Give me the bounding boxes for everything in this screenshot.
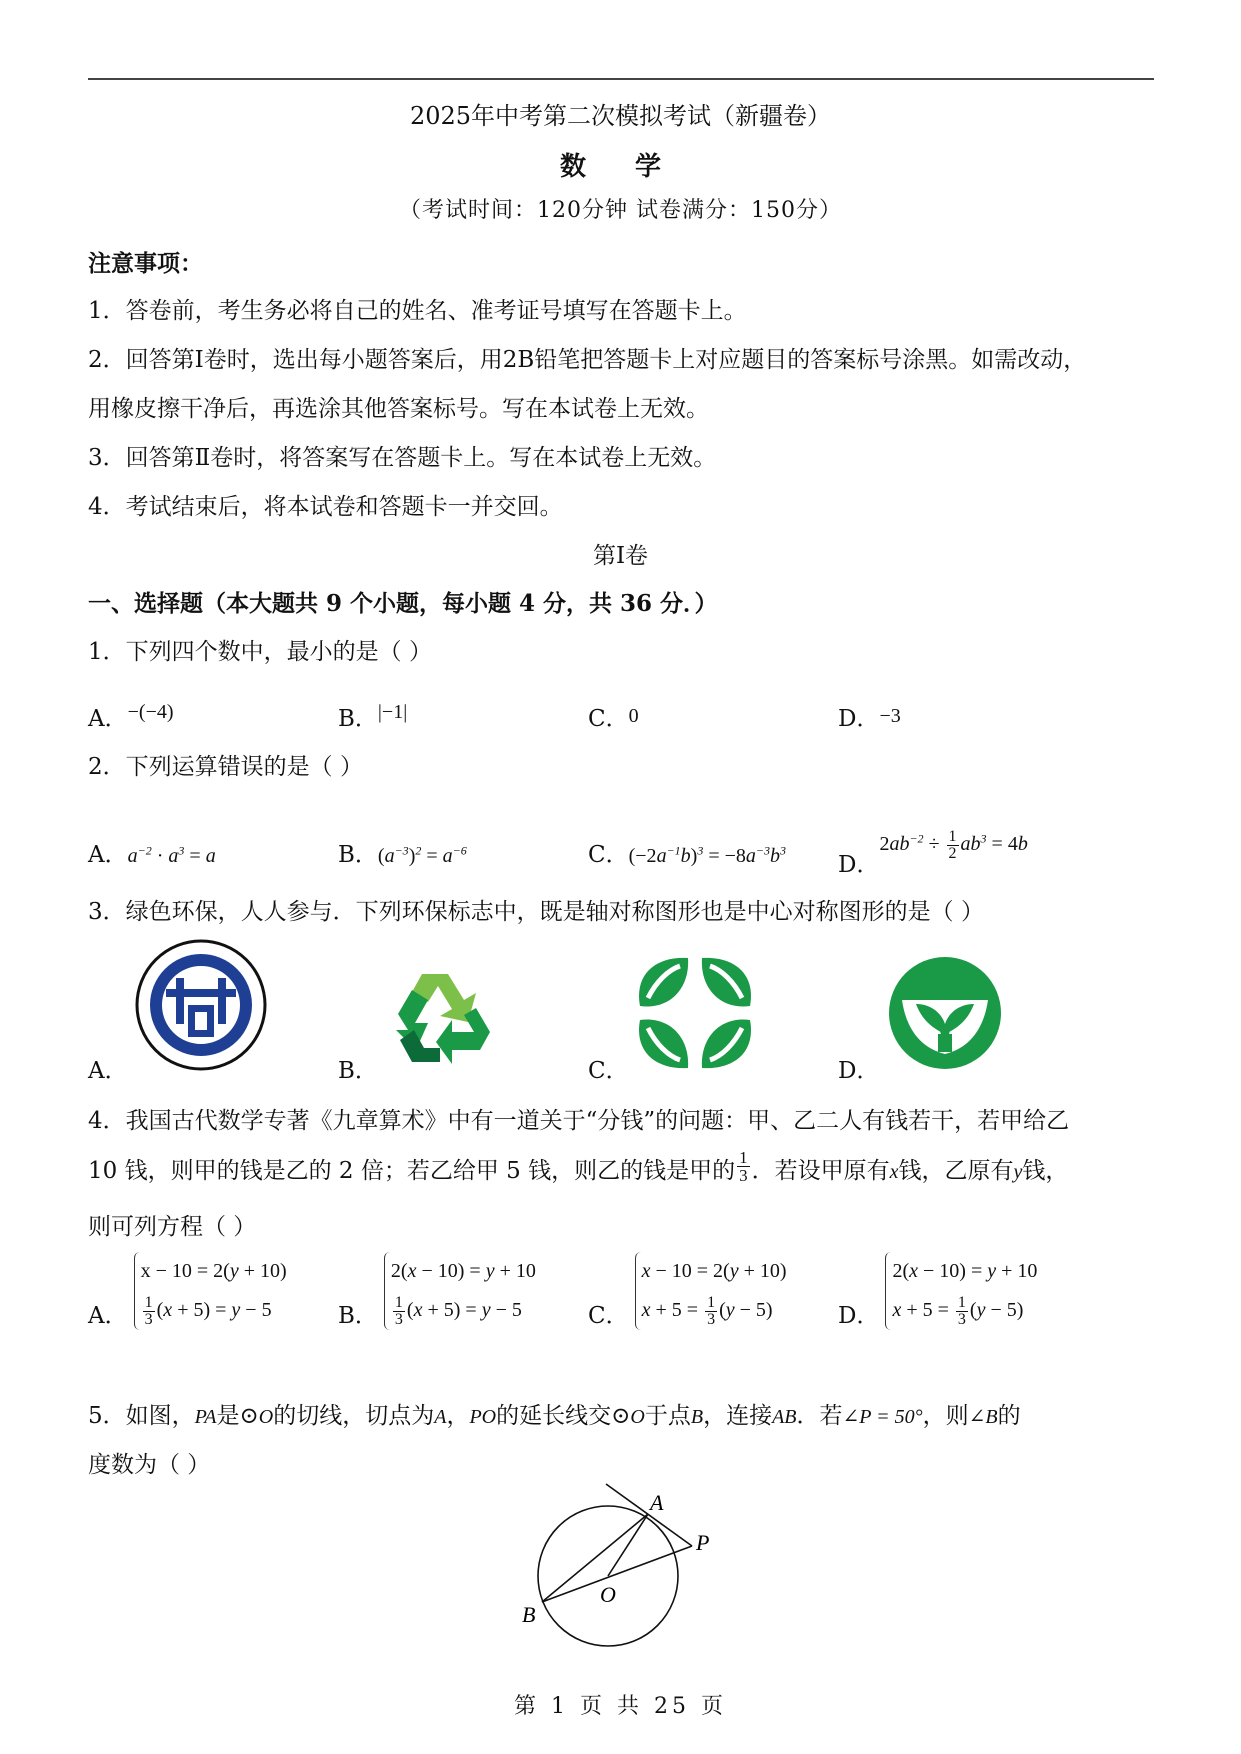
q3-label-b: B． bbox=[338, 1058, 378, 1084]
header-rule bbox=[88, 78, 1154, 80]
q5-circle-figure bbox=[520, 1482, 720, 1654]
notes-heading: 注意事项： bbox=[88, 250, 203, 277]
label-o: O bbox=[600, 1582, 616, 1607]
line-bp bbox=[542, 1546, 692, 1602]
q2-option-c: C．$(-2a^{-1}b)^3 = -8a^{-3}b^3$ bbox=[588, 842, 787, 868]
q5-line2: 度数为（ ） bbox=[88, 1452, 211, 1478]
q3-stem: 3．绿色环保，人人参与．下列环保标志中，既是轴对称图形也是中心对称图形的是（ ） bbox=[88, 899, 984, 925]
note-3: 3．回答第Ⅱ卷时，将答案写在答题卡上。写在本试卷上无效。 bbox=[88, 445, 717, 471]
logo-a bbox=[134, 938, 268, 1072]
exam-title: 2025年中考第二次模拟考试（新疆卷） bbox=[409, 102, 832, 130]
q1-option-a: A．−(−4) bbox=[88, 701, 174, 732]
q3-label-a: A． bbox=[88, 1058, 128, 1084]
label-p: P bbox=[696, 1530, 710, 1555]
q2-option-b: B．$(a^{-3})^2 = a^{-6}$ bbox=[338, 842, 467, 868]
q4-line3: 则可列方程（ ） bbox=[88, 1214, 257, 1240]
q4-line2: 10 钱，则甲的钱是乙的 2 倍；若乙给甲 5 钱，则乙的钱是甲的 $\frac{1}{3}$ ．若设甲原有x钱，乙原有y钱， bbox=[88, 1147, 1069, 1185]
q2-stem: 2．下列运算错误的是（ ） bbox=[88, 754, 363, 780]
logo-d-green-food bbox=[886, 954, 1004, 1072]
q4-option-c: C．x − 10 = 2(y + 10) x + 5 = $\frac{1}{3}$ (y − 5) bbox=[588, 1252, 787, 1330]
exam-info: （考试时间：120分钟 试卷满分：150分） bbox=[399, 198, 842, 223]
volume-title: 第Ⅰ卷 bbox=[592, 543, 649, 569]
q1-option-b: B．|−1| bbox=[338, 701, 408, 732]
radius-oa bbox=[608, 1514, 648, 1576]
q1-option-d: D．−3 bbox=[838, 705, 901, 732]
q4-line1: 4．我国古代数学专著《九章算术》中有一道关于“分钱”的问题：甲、乙二人有钱若干，若甲给乙 bbox=[88, 1108, 1070, 1134]
q3-label-d: D． bbox=[838, 1058, 880, 1084]
logo-c-leaves bbox=[634, 952, 756, 1074]
logo-b-recycle bbox=[384, 968, 494, 1068]
label-b: B bbox=[522, 1602, 536, 1627]
q4-option-a: A．x − 10 = 2(y + 10) $\frac{1}{3}$ (x + 5) = y − 5 bbox=[88, 1252, 287, 1330]
q2-option-d: D．$2ab^{-2}$ ÷ $\frac{1}{2}$ $ab^3 = 4b$ bbox=[838, 827, 1028, 878]
label-a: A bbox=[650, 1490, 664, 1515]
tangent-line-pa bbox=[606, 1484, 692, 1546]
q3-label-c: C． bbox=[588, 1058, 629, 1084]
q2-option-a: A．$a^{-2} \cdot a^3 = a$ bbox=[88, 842, 216, 868]
note-2a: 2．回答第Ⅰ卷时，选出每小题答案后，用2B铅笔把答题卡上对应题目的答案标号涂黑。如需改动， bbox=[88, 347, 1087, 373]
note-1: 1．答卷前，考生务必将自己的姓名、准考证号填写在答题卡上。 bbox=[88, 298, 747, 324]
q4-option-b: B．2(x − 10) = y + 10 $\frac{1}{3}$ (x + 5) = y − 5 bbox=[338, 1252, 536, 1330]
q1-option-c: C．0 bbox=[588, 705, 639, 732]
q5-line1: 5．如图，PA是⊙O的切线，切点为A，PO的延长线交⊙O于点B，连接AB．若∠P = 50°，则∠B的 bbox=[88, 1403, 1021, 1429]
section-heading: 一、选择题（本大题共 9 个小题，每小题 4 分，共 36 分．） bbox=[88, 590, 718, 617]
page-footer: 第 1 页 共 25 页 bbox=[514, 1694, 727, 1719]
note-4: 4．考试结束后，将本试卷和答题卡一并交回。 bbox=[88, 494, 563, 520]
note-2b: 用橡皮擦干净后，再选涂其他答案标号。写在本试卷上无效。 bbox=[88, 396, 709, 422]
subject-title: 数 学 bbox=[559, 152, 682, 182]
q4-option-d: D．2(x − 10) = y + 10 x + 5 = $\frac{1}{3}$ (y − 5) bbox=[838, 1252, 1037, 1330]
q1-stem: 1．下列四个数中，最小的是（ ） bbox=[88, 639, 432, 665]
